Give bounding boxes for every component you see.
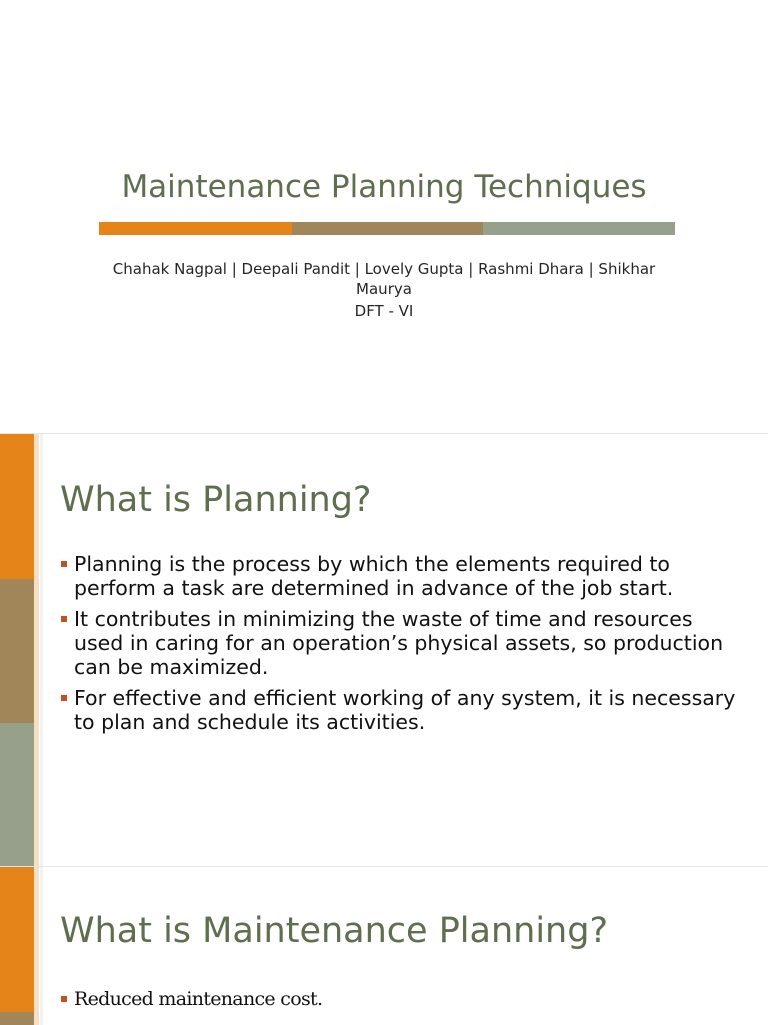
bullet-marker (61, 996, 67, 1002)
list-item (60, 607, 740, 679)
list-item (60, 987, 740, 1011)
class-label: DFT - VI (354, 302, 414, 320)
sidebar-divider-light (40, 867, 43, 1025)
bullet-text: For effective and efficient working of any system, it is necessary to plan and schedule its activities. (74, 686, 736, 734)
bullet-marker (61, 561, 67, 567)
accent-stripe-sage (483, 222, 675, 235)
sidebar-block-brown (0, 579, 34, 723)
presentation-title: Maintenance Planning Techniques (121, 169, 647, 205)
bullet-text: It contributes in minimizing the waste of time and resources used in caring for an operation’s physical assets, so production can be maximized. (74, 607, 724, 679)
bullet-marker (61, 695, 67, 701)
title-slide (0, 0, 768, 432)
bullet-text: Planning is the process by which the elements required to perform a task are determined in advance of the job start. (74, 552, 674, 600)
sidebar-block-brown (0, 1012, 34, 1025)
sidebar-block-sage (0, 723, 34, 866)
accent-stripe-brown (292, 222, 483, 235)
sidebar-block-orange (0, 867, 34, 1012)
bullet-list (60, 987, 740, 1018)
planning-slide (0, 433, 768, 866)
authors-line: Chahak Nagpal | Deepali Pandit | Lovely Gupta | Rashmi Dhara | Shikhar Maurya (112, 260, 656, 298)
bullet-list (60, 552, 740, 741)
maintenance-planning-slide (0, 866, 768, 1025)
sidebar-divider-light (40, 434, 43, 866)
sidebar-divider (34, 434, 39, 866)
bullet-marker (61, 616, 67, 622)
slide-heading: What is Maintenance Planning? (60, 911, 609, 951)
list-item (60, 686, 740, 734)
accent-stripe-orange (99, 222, 292, 235)
bullet-text: Reduced maintenance cost. (74, 988, 323, 1010)
slide-heading: What is Planning? (60, 480, 372, 520)
sidebar-block-orange (0, 434, 34, 579)
sidebar-divider (34, 867, 39, 1025)
list-item (60, 552, 740, 600)
